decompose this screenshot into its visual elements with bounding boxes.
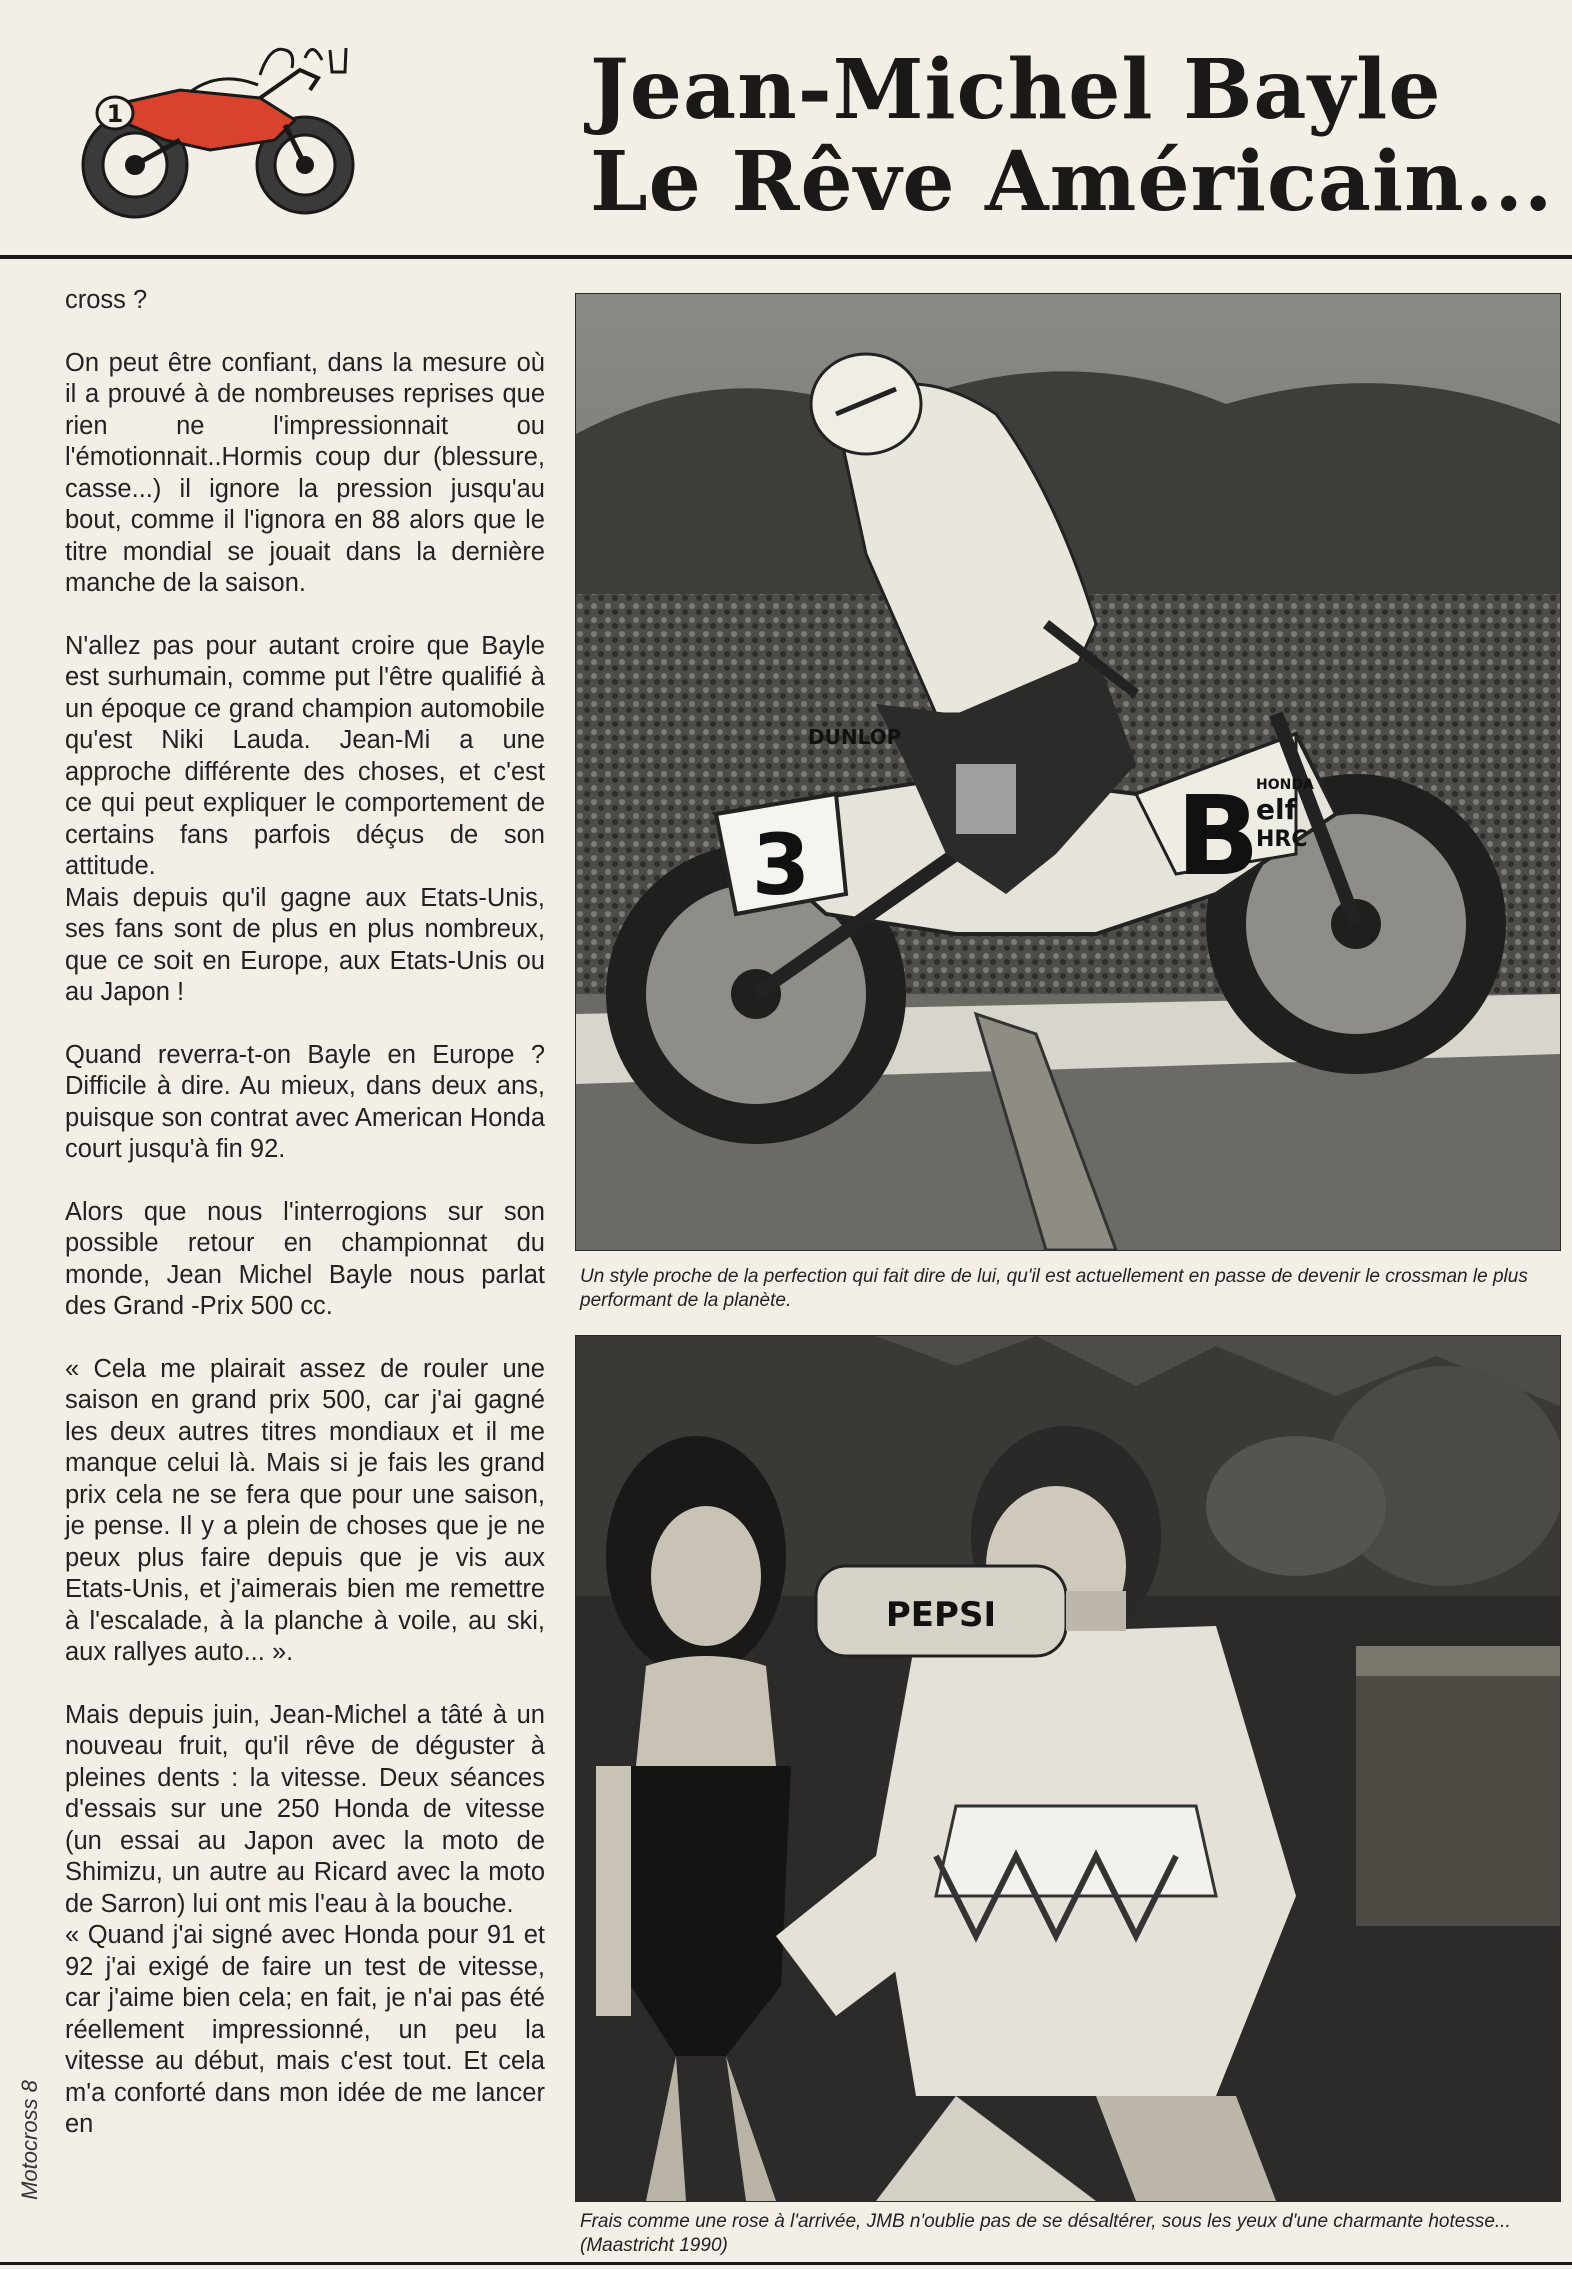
fender-brand: DUNLOP [808,725,902,749]
photo-caption-2: Frais comme une rose à l'arrivée, JMB n'oublie pas de se désaltérer, sous les yeux d'une charmante hotesse... (Maastricht 1990) [580,2211,1511,2256]
page-folio [10,2040,50,2240]
article-title [590,42,1560,230]
photo-podium-drink [575,1335,1561,2202]
sticker-honda: HONDA [1256,777,1314,793]
article-paragraph: N'allez pas pour autant croire que Bayle est surhumain, comme put l'être qualifié à un époque ce grand champion automobile qu'est Niki Lauda. Jean-Mi a une approche différente des choses, et c'est ce qui peut expliquer le comportement de certains fans parfois déçus de son attitude. [65,631,545,880]
article-paragraph: Mais depuis juin, Jean-Michel a tâté à un nouveau fruit, qu'il rêve de déguster à pleines dents : la vitesse. Deux séances d'essais sur une 250 Honda de vitesse (un essai au Japon avec la moto de Shimizu, un autre au Ricard avec la moto de Sarron) lui ont mis l'eau à la bouche. [65,1700,545,1918]
article-body [65,285,545,2172]
article-paragraph: On peut être confiant, dans la mesure où il a prouvé à de nombreuses reprises que rien ne l'impressionnait ou l'émotionnait..Hormis coup dur (blessure, casse...) il ignore la pression jusqu'au bout, comme il l'ignora en 88 alors que le titre mondial se jouait dans la dernière manche de la saison. [65,348,545,597]
photo-caption-1: Un style proche de la perfection qui fait dire de lui, qu'il est actuellement en passe de devenir le crossman le plus performant de la planète. [580,1266,1528,1311]
folio-text: Motocross 8 [17,2080,42,2200]
sticker-elf: elf [1256,793,1297,826]
article-paragraph: « Quand j'ai signé avec Honda pour 91 et 92 j'ai exigé de faire un test de vitesse, car j'aime bien cela; en fait, je n'ai pas été réellement impressionné, un peu la vitesse au début, mais c'est tout. Et cela m'a conforté dans mon idée de me lancer en [65,1921,545,2138]
header-divider [0,255,1572,259]
footer-divider [0,2262,1572,2265]
article-paragraph: Alors que nous l'interrogions sur son possible retour en championnat du monde, Jean Michel Bayle nous parlat des Grand -Prix 500 cc. [65,1197,545,1320]
sticker-hrc: HRC [1256,827,1308,852]
bike-number: 3 [751,816,811,914]
title-line-1: Jean-Michel Bayle [590,42,1442,138]
motocross-logo [60,30,380,230]
article-paragraph: cross ? [65,286,148,314]
article-paragraph: Mais depuis qu'il gagne aux Etats-Unis, ses fans sont de plus en plus nombreux, que ce soit en Europe, aux Etats-Unis ou au Japon ! [65,883,545,1006]
photo-motocross-jump [575,293,1561,1251]
title-line-2: Le Rêve Américain... [590,133,1554,230]
article-paragraph: « Cela me plairait assez de rouler une saison en grand prix 500, car j'ai gagné les deux autres titres mondiaux et il me manque celui là. Mais si je fais les grand prix cela ne se fera que pour une saison, je pense. Il y a plein de choses que je ne peux plus faire depuis que je vis aux Etats-Unis, et j'aimerais bien me remettre à l'escalade, à la planche à voile, au ski, aux rallyes auto... ». [65,1354,545,1666]
tank-letter: B [1176,772,1260,900]
article-paragraph: Quand reverra-t-on Bayle en Europe ? Difficile à dire. Au mieux, dans deux ans, puisque son contrat avec American Honda court jusqu'à fin 92. [65,1040,545,1163]
bottle-brand: PEPSI [885,1595,997,1635]
logo-plate-number: 1 [106,100,124,128]
